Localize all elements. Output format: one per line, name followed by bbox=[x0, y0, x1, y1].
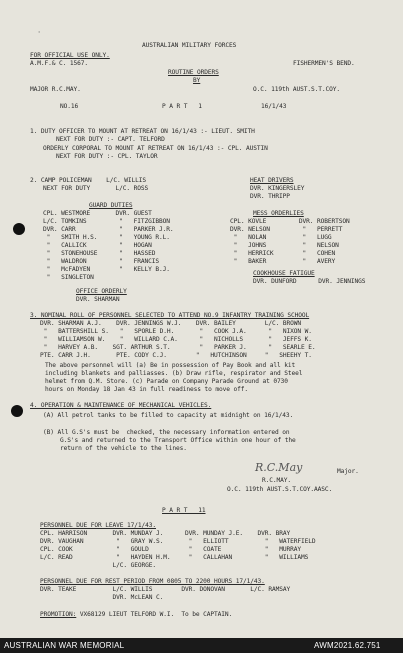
handwritten-signature: R.C.May bbox=[255, 461, 303, 474]
office-orderly-row: DVR. SHARMAN bbox=[76, 296, 120, 303]
roll-row: " HARVEY A.B. SGT. ARTHUR S.T. " PARKER J. " SEARLE E. bbox=[40, 344, 316, 351]
heat-driver-row: DVR. THRIPP bbox=[250, 193, 290, 200]
punch-hole-top bbox=[13, 223, 25, 235]
major-name: MAJOR R.C.MAY. bbox=[30, 86, 81, 93]
mess-orderlies-heading: MESS ORDERLIES bbox=[253, 210, 304, 217]
rest-row: DVR. McLEAN C. bbox=[40, 594, 164, 601]
duty-officer-next: NEXT FOR DUTY :- CAPT. TELFORD bbox=[56, 136, 165, 143]
camp-policeman: 2. CAMP POLICEMAN L/C. WILLIS bbox=[30, 177, 147, 184]
location: FISHERMEN'S BEND. bbox=[293, 60, 355, 67]
camp-policeman-next: NEXT FOR DUTY L/C. ROSS bbox=[43, 185, 149, 192]
orderly-corporal-next: NEXT FOR DUTY :- CPL. TAYLOR bbox=[56, 153, 158, 160]
vehicles-item-a: (A) All petrol tanks to be filled to capacity at midnight on 16/1/43. bbox=[43, 412, 294, 419]
routine-orders-title: ROUTINE ORDERS bbox=[168, 69, 219, 76]
rest-period-heading: PERSONNEL DUE FOR REST PERIOD FROM 0805 TO 2200 HOURS 17/1/43. bbox=[40, 578, 265, 585]
guard-duties-heading: GUARD DUTIES bbox=[89, 202, 133, 209]
part-label: P A R T 1 bbox=[162, 103, 202, 110]
orderly-corporal: ORDERLY CORPORAL TO MOUNT AT RETREAT ON 16/1/43 :- CPL. AUSTIN bbox=[43, 145, 268, 152]
guard-row: L/C. TOMKINS " FITZGIBBON bbox=[43, 218, 170, 225]
archive-reference: AWM2021.62.751 bbox=[314, 641, 381, 650]
heat-driver-row: DVR. KINGERSLEY bbox=[250, 185, 305, 192]
archive-name: AUSTRALIAN WAR MEMORIAL bbox=[4, 641, 125, 650]
roll-row: DVR. SHARMAN A.J. DVR. JENNINGS W.J. DVR. BAILEY L/C. BROWN bbox=[40, 320, 302, 327]
by-label: BY bbox=[193, 77, 201, 84]
vehicles-item-b: return of the vehicle to the lines. bbox=[60, 445, 187, 452]
roll-instructions: including blankets and palliasses. (b) Draw rifle, respirator and Steel bbox=[45, 370, 303, 377]
mess-row: " HERRICK " COHEN bbox=[230, 250, 336, 257]
order-number: NO.16 bbox=[60, 103, 79, 110]
guard-row: CPL. WESTMORE DVR. GUEST bbox=[43, 210, 152, 217]
pencil-mark: ' bbox=[37, 30, 42, 38]
promotion-text: VX68129 LIEUT TELFORD W.I. To be CAPTAIN. bbox=[76, 611, 233, 618]
roll-row: PTE. CARR J.H. PTE. CODY C.J. " HUTCHINSON " SHEEHY T. bbox=[40, 352, 312, 359]
mess-row: " NOLAN " LUGG bbox=[230, 234, 332, 241]
org-title: AUSTRALIAN MILITARY FORCES bbox=[142, 42, 237, 49]
guard-row: " STONEHOUSE " HASSED bbox=[43, 250, 156, 257]
vehicles-item-b: G.S's and returned to the Transport Office within one hour of the bbox=[60, 437, 296, 444]
leave-row: DVR. VAUGHAN " GRAY W.S. " ELLIOTT " WATERFIELD bbox=[40, 538, 316, 545]
mess-row: CPL. KOVLE DVR. ROBERTSON bbox=[230, 218, 350, 225]
vehicles-item-b: (B) All G.S's must be checked, the necessary information entered on bbox=[43, 429, 290, 436]
office-orderly-heading: OFFICE ORDERLY bbox=[76, 288, 127, 295]
punch-hole-bottom bbox=[11, 405, 23, 417]
part-2-label: P A R T 11 bbox=[162, 507, 206, 514]
mess-row: " BAKER " AVERY bbox=[230, 258, 336, 265]
training-school-heading: 3. NOMINAL ROLL OF PERSONNEL SELECTED TO ATTEND NO.9 INFANTRY TRAINING SCHOOL bbox=[30, 312, 310, 319]
signature-rank: Major. bbox=[337, 468, 359, 475]
roll-instructions: helmet from Q.M. Store. (c) Parade on Company Parade Ground at 0730 bbox=[45, 378, 288, 385]
order-date: 16/1/43 bbox=[261, 103, 287, 110]
signature-name: R.C.MAY. bbox=[262, 477, 292, 484]
guard-row: " McFADYEN " KELLY B.J. bbox=[43, 266, 170, 273]
mess-row: DVR. NELSON " PERRETT bbox=[230, 226, 343, 233]
leave-row: L/C. GEORGE. bbox=[40, 562, 157, 569]
duty-officer: 1. DUTY OFFICER TO MOUNT AT RETREAT ON 16/1/43 :- LIEUT. SMITH bbox=[30, 128, 255, 135]
form-number: A.M.F.& C. 1567. bbox=[30, 60, 89, 67]
roll-row: " WILLIAMSON W. " WILLARD C.A. " NICHOLLS " JEFFS K. bbox=[40, 336, 312, 343]
oc-unit: O.C. 119th AUST.S.T.COY. bbox=[253, 86, 341, 93]
leave-row: CPL. HARRISON DVR. MUNDAY J. DVR. MUNDAY J.E. DVR. BRAY bbox=[40, 530, 291, 537]
roll-row: " BATTERSHILL S. " SPORLE D.H. " COOK J.A. " NIXON W. bbox=[40, 328, 312, 335]
official-use: FOR OFFICIAL USE ONLY. bbox=[30, 52, 110, 59]
vehicles-heading: 4. OPERATION & MAINTENANCE OF MECHANICAL VEHICLES. bbox=[30, 402, 212, 409]
guard-row: DVR. CARR " PARKER J.R. bbox=[43, 226, 174, 233]
guard-row: " SINGLETON bbox=[43, 274, 94, 281]
cookhouse-heading: COOKHOUSE FATIGUE bbox=[253, 270, 315, 277]
archive-footer bbox=[0, 638, 403, 653]
guard-row: " SMITH H.S. " YOUNG R.L. bbox=[43, 234, 170, 241]
promotion-line bbox=[40, 611, 232, 618]
roll-instructions: The above personnel will (a) Be in possession of Pay Book and all kit bbox=[45, 362, 296, 369]
guard-row: " WALDRON " FRANCIS bbox=[43, 258, 160, 265]
guard-row: " CALLICK " HOGAN bbox=[43, 242, 152, 249]
leave-row: L/C. READ " HAYDEN H.M. " CALLAHAN " WILLIAMS bbox=[40, 554, 309, 561]
cookhouse-row: DVR. DUNFORD DVR. JENNINGS bbox=[253, 278, 366, 285]
rest-row: DVR. TEAKE L/C. WILLIS DVR. DONOVAN L/C. RAMSAY bbox=[40, 586, 291, 593]
promotion-label: PROMOTION: bbox=[40, 611, 77, 618]
mess-row: " JOHNS " NELSON bbox=[230, 242, 339, 249]
roll-instructions: hours on Monday 18 Jan 43 in full readiness to move off. bbox=[45, 386, 249, 393]
leave-row: CPL. COOK " GOULD " COATE " MURRAY bbox=[40, 546, 302, 553]
leave-heading: PERSONNEL DUE FOR LEAVE 17/1/43. bbox=[40, 522, 157, 529]
signature-unit: O.C. 119th AUST.S.T.COY.AASC. bbox=[227, 486, 333, 493]
heat-drivers-heading: HEAT DRIVERS bbox=[250, 177, 294, 184]
